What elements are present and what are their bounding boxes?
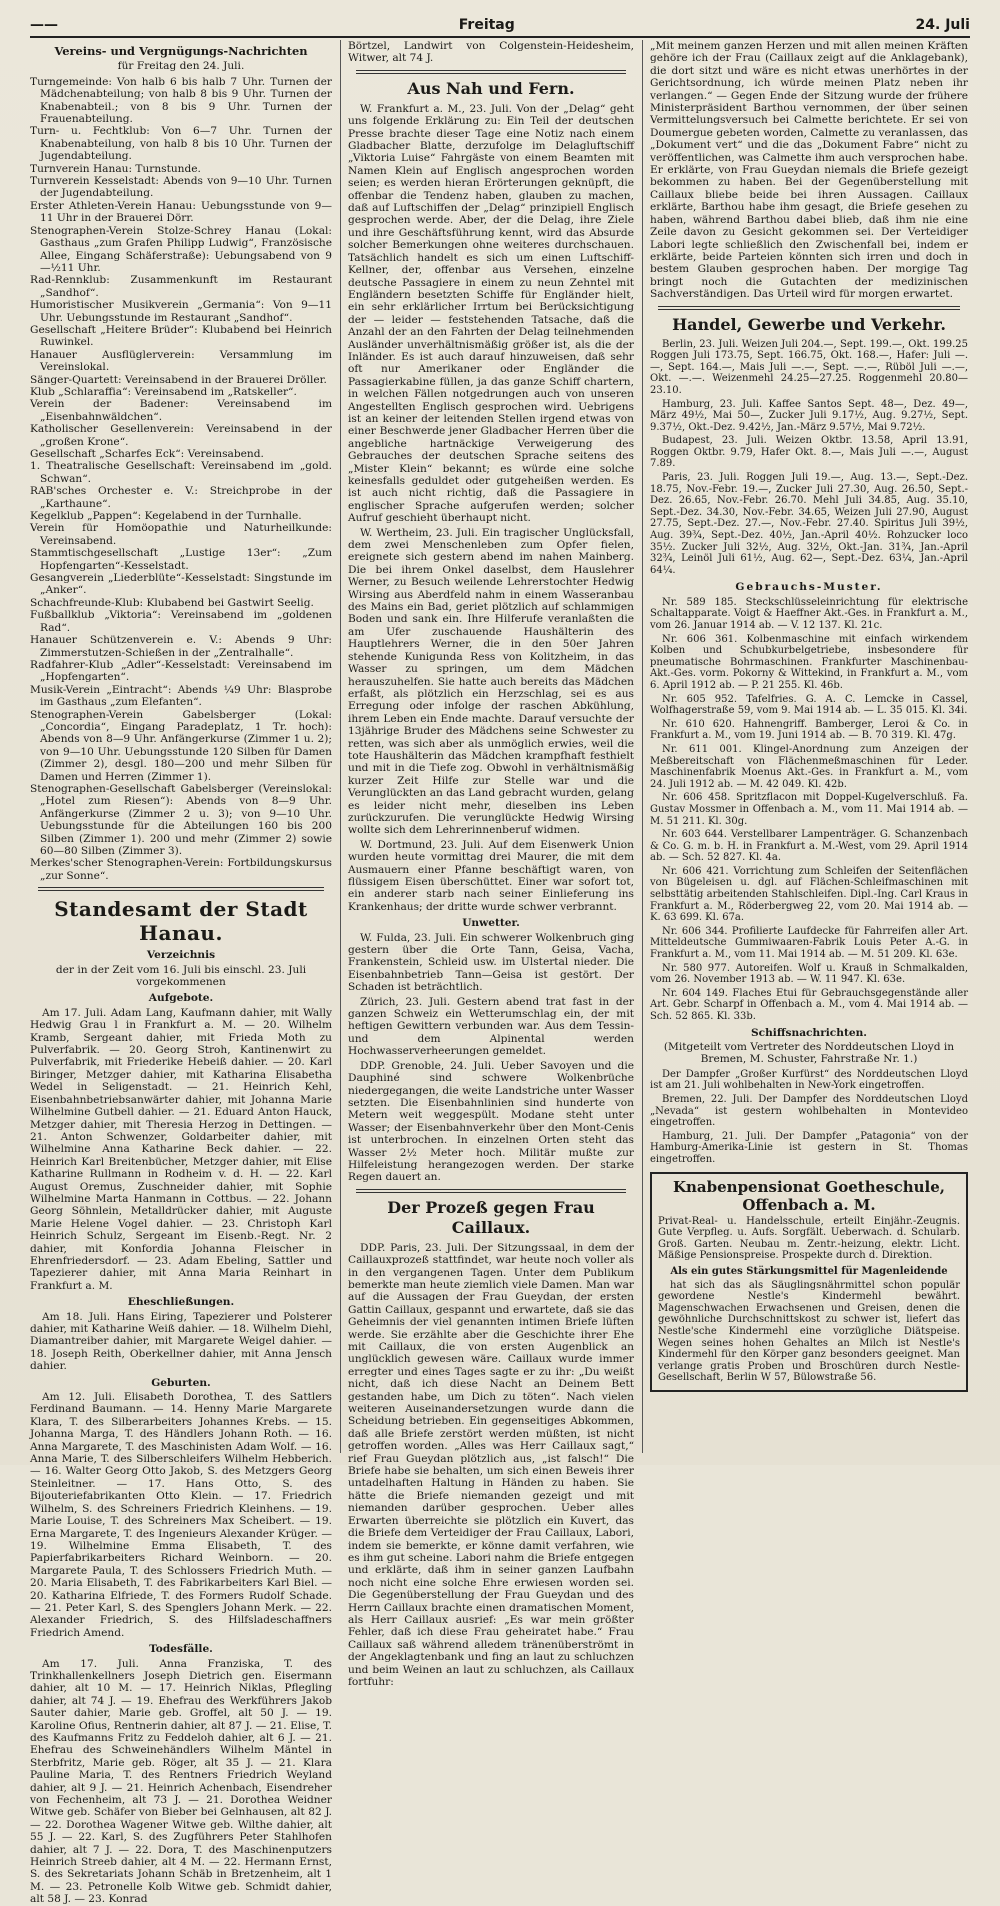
civil-registry-title: Standesamt der Stadt Hanau. xyxy=(54,897,308,946)
article-wertheim: W. Wertheim, 23. Juli. Ein tragischer Unglücksfall, dem zwei Menschenleben zum Opfer fielen, ereignete sich gestern abend im nahen Mainberg. Die bei ihrem Onkel daselbst, dem Hauslehrer Werner, zu Besuch weilende Lehrerstochter Hedwig Wirsing aus Aberdfeld nahm in einem Wasseranbau des Mains ein Bad, geriet plötzlich auf schlammigen Boden und sank ein. Ihre Hilferufe veranlaßten die am Ufer zuschauende Haushälterin des Hauptlehrers Werner, die in den 50er Jahren stehende Kunigunda Ress von Kolitzheim, in das Wasser zu springen, um dem Mädchen herauszuhelfen. Sie hatte auch bereits das Mädchen erfaßt, als plötzlich ein Herzschlag, sei es aus Erregung oder infolge der raschen Abkühlung, ihrem Leben ein Ende machte. Darauf versuchte der 13jährige Bruder des Mädchens seine Schwester zu retten, was sich aber als unmöglich erwies, weil die tote Haushälterin das Mädchen krampfhaft festhielt und mit in die Tiefe zog. Obwohl in verhältnismäßig kurzer Zeit Hilfe zur Stelle war und die Verunglückten an das Land gebracht wurden, gelang es leider nicht mehr, dieselben ins Leben zurückzurufen. Die verunglückte Hedwig Wirsing wollte sich dem Lehrerinnenberuf widmen. xyxy=(348,526,634,837)
obituary-continuation: Börtzel, Landwirt von Colgenstein-Heidesheim, Witwer, alt 74 J. xyxy=(348,40,634,65)
patent-entry: Nr. 580 977. Autoreifen. Wolf u. Krauß in Schmalkalden, vom 26. November 1913 ab. — W. 11 947. Kl. 63e. xyxy=(650,962,968,986)
club-entry: Rad-Rennklub: Zusammenkunft im Restaurant „Sandhof“. xyxy=(30,274,332,299)
running-header xyxy=(30,14,970,38)
patent-entry: Nr. 606 344. Profilierte Laufdecke für Fahrreifen aller Art. Mitteldeutsche Gummiwaaren-Fabrik Louis Peter A.-G. in Frankfurt a. M., vom 11. Mai 1914 ab. — M. 51 209. Kl. 63e. xyxy=(650,925,968,961)
patent-entry: Nr. 606 458. Spritzflacon mit Doppel-Kugelverschluß. Fa. Gustav Mossmer in Offenbach a. M., vom 11. Mai 1914 ab. — M. 51 211. Kl. 30g. xyxy=(650,792,968,827)
market-report: Paris, 23. Juli. Roggen Juli 19.—, Aug. 13.—, Sept.-Dez. 18.75, Nov.-Febr. 19.—, Zucker Juli 27.30, Aug. 26.50, Sept.-Dez. 26.65, Nov.-Febr. 26.70. Mehl Juli 34.85, Aug. 35.10, Sept.-Dez. 34.30, Nov.-Febr. 34.65, Weizen Juli 27.90, August 27.75, Sept.-Dez. 27.—, Nov.-Febr. 27.40. Spiritus Juli 39½, Aug. 39¾, Sept.-Dez. 40½, Jan.-April 40½. Rohzucker loco 35½. Zucker Juli 32½, Aug. 32½, Okt.-Jan. 31¾, Jan.-April 32¾, Leinöl Juli 61½, Aug. 62—, Sept.-Dez. 63¼, Jan.-April 64¼. xyxy=(650,472,968,576)
club-entry: Verein der Badener: Vereinsabend im „Eisenbahnwäldchen“. xyxy=(30,398,332,423)
club-entry: RAB'sches Orchester e. V.: Streichprobe in der „Karthaune“. xyxy=(30,485,332,510)
aufgebote-text: Am 17. Juli. Adam Lang, Kaufmann dahier, mit Wally Hedwig Grau l in Frankfurt a. M. — 20. Wilhelm Kramb, Sergeant dahier, mit Frieda Moth zu Pulverfabrik. — 20. Georg Stroh, Kantinenwirt zu Pulverfabrik, mit Friederike Hebeiß dahier. — 20. Karl Biringer, Metzger dahier, mit Katharina Elisabetha Wedel in Seligenstadt. — 21. Heinrich Kehl, Eisenbahnbetriebsanwärter dahier, mit Johanna Marie Wilhelmine Gutbell dahier. — 21. Eduard Anton Hauck, Metzger dahier, mit Theresia Herzog in Dettingen. — 21. Anton Schwenzer, Goldarbeiter dahier, mit Wilhelmine Anna Katharine Beck dahier. — 22. Heinrich Karl Breitenbücher, Metzger dahier, mit Elise Katharine Rullmann in Rodheim v. d. H. — 22. Karl August Oremus, Zuschneider dahier, mit Sophie Wilhelmine Marta Hanmann in Cottbus. — 22. Johann Georg Söhnlein, Metalldrücker dahier, mit Auguste Marie Helene Vogel dahier. — 23. Christoph Karl Heinrich Schulz, Sergeant im Eisenb.-Regt. Nr. 2 dahier, mit Konfordia Johanna Fleischer in Ehrenfriedersdorf. — 23. Adam Ebeling, Sattler und Tapezierer dahier, mit Anna Maria Reinhart in Frankfurt a. M. xyxy=(30,1006,332,1292)
club-entry: Gesangverein „Liederblüte“-Kesselstadt: Singstunde im „Anker“. xyxy=(30,572,332,597)
ad-text: Privat-Real- u. Handelsschule, erteilt Einjähr.-Zeugnis. Gute Verpfleg. u. Aufs. Sorgfält. Ueberwach. d. Schularb. Groß. Garten. Neubau m. Zentr.-heizung, elektr. Licht. Mäßige Pensionspreise. Prospekte durch d. Direktion. xyxy=(658,1215,960,1262)
clubs-title: Vereins- und Vergnügungs-Nachrichten xyxy=(54,44,308,58)
column-rule-2 xyxy=(642,40,643,1453)
club-entry: Musik-Verein „Eintracht“: Abends ¼9 Uhr: Blasprobe im Gasthaus „zum Elefanten“. xyxy=(30,683,332,709)
club-entry: Turnverein Kesselstadt: Abends von 9—10 Uhr. Turnen der Jugendabteilung. xyxy=(30,175,332,200)
club-entry: Stenographen-Gesellschaft Gabelsberger (Vereinslokal: „Hotel zum Riesen“): Abends von 8—9 Uhr. Anfängerkurse (Zimmer 2 u. 3); von 9—10 Uhr. Uebungsstunde für die Abteilungen 160 bis 200 Silben (Zimmer 1). 200 und mehr (Zimmer 2) sowie 60—80 Silben (Zimmer 3). xyxy=(30,782,332,857)
todesfaelle-heading: Todesfälle. xyxy=(149,1643,213,1656)
section-divider xyxy=(356,70,626,74)
patent-entry: Nr. 605 952. Tafelfries. G. A. C. Lemcke in Cassel, Wolfhagerstraße 59, vom 9. Mai 1914 ab. — L. 35 015. Kl. 34i. xyxy=(650,693,968,717)
shipping-entry: Der Dampfer „Großer Kurfürst“ des Norddeutschen Lloyd ist am 21. Juli wohlbehalten in New-York eingetroffen. xyxy=(650,1068,968,1092)
patent-entry: Nr. 604 149. Flaches Etui für Gebrauchsgegenstände aller Art. Gebr. Scharpf in Offenbach a. M., vom 4. Mai 1914 ab. — Sch. 52 865. Kl. 33b. xyxy=(650,987,968,1022)
article-grenoble: DDP. Grenoble, 24. Juli. Ueber Savoyen und die Dauphiné sind schwere Wolkenbrüche niedergegangen, die weite Landstriche unter Wasser setzten. Die Eisenbahnlinien sind hunderte von Metern weit weggespült. Modane steht unter Wasser; der Eisenbahnverkehr über den Mont-Cenis ist unterbrochen. In einzelnen Orten steht das Wasser 2½ Meter hoch. Militär mußte zur Hilfeleistung herangezogen werden. Der starke Regen dauert an. xyxy=(348,1059,634,1184)
section-divider xyxy=(658,306,960,310)
patent-entry: Nr. 589 185. Steckschlüsseleinrichtung für elektrische Schaltapparate. Voigt & Haeffner Akt.-Ges. in Frankfurt a. M., vom 26. Januar 1914 ab. — V. 12 137. Kl. 21c. xyxy=(650,596,968,631)
club-entry: Verein für Homöopathie und Naturheilkunde: Vereinsabend. xyxy=(30,522,332,547)
club-entry: Humoristischer Musikverein „Germania“: Von 9—11 Uhr. Uebungsstunde im Restaurant „Sandhof“. xyxy=(30,299,332,324)
ad2-text: hat sich das als Säuglingsnährmittel schon populär gewordene Nestle's Kindermehl bewährt. Magenschwachen Erwachsenen und Greisen, denen die gewöhnliche Durchschnittskost zu schwer ist, liefert das Nestle'sche Kindermehl eine vorzügliche Diätspeise. Wegen seines hohen Gehaltes an Milch ist Nestle's Kindermehl für den Körper ganz besonders geeignet. Man verlange gratis Proben und Broschüren durch Nestle-Gesellschaft, Berlin W 57, Bülowstraße 56. xyxy=(658,1279,960,1384)
article-fulda: W. Fulda, 23. Juli. Ein schwerer Wolkenbruch ging gestern über die Orte Tann, Geisa, Vacha, Frankenstein, Schleid usw. im Ulstertal nieder. Die Eisenbahnbetrieb Tann—Geisa ist gestört. Der Schaden ist beträchtlich. xyxy=(348,931,634,994)
club-entry: Katholischer Gesellenverein: Vereinsabend in der „großen Krone“. xyxy=(30,423,332,448)
article-dortmund: W. Dortmund, 23. Juli. Auf dem Eisenwerk Union wurden heute vormittag drei Maurer, die mit dem Ausmauern einer Pfanne beschäftigt waren, von flüssigem Eisen überschüttet. Einer war sofort tot, ein anderer starb nach seiner Einlieferung ins Krankenhaus; der dritte wurde schwer verbrannt. xyxy=(348,838,634,913)
aufgebote-heading: Aufgebote. xyxy=(148,992,214,1005)
club-entry: Turn- u. Fechtklub: Von 6—7 Uhr. Turnen der Knabenabteilung, von halb 8 bis 10 Uhr. Turnen der Jugendabteilung. xyxy=(30,125,332,163)
civil-registry-subtitle: Verzeichnis xyxy=(146,949,216,962)
market-report: Budapest, 23. Juli. Weizen Oktbr. 13.58, April 13.91, Roggen Oktbr. 9.79, Hafer Okt. 8.—, Mais Juli —.—, August 7.89. xyxy=(650,435,968,470)
market-report: Berlin, 23. Juli. Weizen Juli 204.—, Sept. 199.—, Okt. 199.25 Roggen Juli 173.75, Sept. 166.75, Okt. 168.—, Hafer: Juli —.—, Sept. 164.—, Mais Juli —.—, Sept. —.—, Rüböl Juli —.—, Okt. —.—. Weizenmehl 24.25—27.25. Roggenmehl 20.80—23.10. xyxy=(650,338,968,396)
section-divider xyxy=(356,1189,626,1193)
shipping-entry: Hamburg, 21. Juli. Der Dampfer „Patagonia“ von der Hamburg-Amerika-Linie ist gestern in St. Thomas eingetroffen. xyxy=(650,1130,968,1165)
club-entry: Stammtischgesellschaft „Lustige 13er“: „Zum Hopfengarten“-Kesselstadt. xyxy=(30,547,332,572)
club-entry: Radfahrer-Klub „Adler“-Kesselstadt: Vereinsabend im „Hopfengarten“. xyxy=(30,658,332,684)
club-entry: Hanauer Ausflüglerverein: Versammlung im Vereinslokal. xyxy=(30,348,332,374)
patent-entry: Nr. 606 421. Vorrichtung zum Schleifen der Seitenflächen von Bügeleisen u. dgl. auf Flächen-Schleifmaschinen mit selbsttätig arbeitenden Stahlschleifen. Dipl.-Ing. Carl Kraus in Frankfurt a. M., Röderbergweg 22, vom 20. Mai 1914 ab. — K. 63 699. Kl. 67a. xyxy=(650,865,968,924)
club-entry: Stenographen-Verein Stolze-Schrey Hanau (Lokal: Gasthaus „zum Grafen Philipp Ludwig“, Französische Allee, Eingang Schäferstraße): Uebungsabend von 9—½11 Uhr. xyxy=(30,224,332,274)
column-1 xyxy=(30,40,332,1906)
club-entry: Fußballklub „Viktoria“: Vereinsabend im „goldenen Rad“. xyxy=(30,609,332,634)
clubs-list xyxy=(30,76,332,882)
caillaux-continuation: „Mit meinem ganzen Herzen und mit allen meinen Kräften gehöre ich der Frau (Caillaux zeigt auf die Anklagebank), die dort sitzt und wäre es nicht etwas unerhörtes in der Gerichtsordnung, ich würde meinen Platz neben ihr verlangen.“ — Gegen Ende der Sitzung wurde der frühere Ministerpräsident Barthou vernommen, der über seinen Vermittelungsversuch bei Calmette berichtete. Er sei von Doumergue gebeten worden, Calmette zu veranlassen, das „Dokument vert“ und die das „Dokument Fabre“ nicht zu veröffentlichen, was Calmette ihm auch versprochen habe. Er erklärte, von Frau Gueydan niemals die Briefe gezeigt bekommen zu haben. Bei der Gegenüberstellung mit Caillaux bliebe beide bei ihren Aussagen. Caillaux erklärte, Barthou habe ihm gesagt, die Briefe gesehen zu haben, während Barthou dabei blieb, daß ihm nie eine Zeile davon zu Gesicht gekommen sei. Der Verteidiger Labori legte schließlich den Zwischenfall bei, indem er erklärte, beide Parteien könnten sich irren und doch in bestem Glauben gesprochen haben. Der morgige Tag bringt noch die Gutachten der medizinischen Sachverständigen. Das Urteil wird für morgen erwartet. xyxy=(650,40,968,301)
club-entry: Kegelklub „Pappen“: Kegelabend in der Turnhalle. xyxy=(30,510,302,523)
club-entry: Gesellschaft „Heitere Brüder“: Klubabend bei Heinrich Ruwinkel. xyxy=(30,323,332,349)
patent-entry: Nr. 606 361. Kolbenmaschine mit einfach wirkendem Kolben und Schubkurbelgetriebe, insbesondere für pneumatische Bohrmaschinen. Frankfurter Maschinenbau-Akt.-Ges. vorm. Pokorny & Wittekind, in Frankfurt a. M., vom 6. April 1912 ab. — P. 21 255. Kl. 46b. xyxy=(650,633,968,691)
column-2 xyxy=(348,40,634,1688)
patent-entry: Nr. 611 001. Klingel-Anordnung zum Anzeigen der Meßbereitschaft von Flächenmeßmaschinen für Leder. Maschinenfabrik Moenus Akt.-Ges. in Frankfurt a. M., vom 24. Juli 1912 ab. — M. 42 049. Kl. 42b. xyxy=(650,743,968,790)
header-day: Freitag xyxy=(458,17,515,33)
ad2-title: Als ein gutes Stärkungsmittel für Magenleidende xyxy=(670,1265,948,1277)
shipping-note: (Mitgeteilt vom Vertreter des Norddeutschen Lloyd in Bremen, M. Schuster, Fahrstraße Nr. 1.) xyxy=(663,1041,955,1066)
club-entry: Merkes'scher Stenographen-Verein: Fortbildungskursus „zur Sonne“. xyxy=(30,857,332,882)
club-entry: Hanauer Schützenverein e. V.: Abends 9 Uhr: Zimmerstutzen-Schießen in der „Zentralhalle“. xyxy=(30,634,332,659)
club-entry: Erster Athleten-Verein Hanau: Uebungsstunde von 9—11 Uhr in der Brauerei Dörr. xyxy=(30,199,332,225)
header-date: 24. Juli xyxy=(915,17,970,33)
nah-und-fern-title: Aus Nah und Fern. xyxy=(407,78,575,98)
civil-registry-period: der in der Zeit vom 16. Juli bis einschl. 23. Juli vorgekommenen xyxy=(55,963,307,989)
club-entry: Klub „Schlaraffia“: Vereinsabend im „Ratskeller“. xyxy=(30,385,297,398)
club-entry: Gesellschaft „Scharfes Eck“: Vereinsabend. xyxy=(30,448,264,460)
shipping-heading: Schiffsnachrichten. xyxy=(751,1026,867,1039)
club-entry: Turnverein Hanau: Turnstunde. xyxy=(30,162,201,175)
article-zuerich: Zürich, 23. Juli. Gestern abend trat fast in der ganzen Schweiz ein Wetterumschlag ein, der mit heftigen Gewittern verbunden war. Aus dem Tessin- und dem Alpinental werden Hochwasserverheerungen gemeldet. xyxy=(348,995,634,1058)
club-entry: Schachfreunde-Klub: Klubabend bei Gastwirt Seelig. xyxy=(30,596,314,609)
section-divider xyxy=(38,887,324,891)
ad-title: Knabenpensionat Goetheschule, Offenbach a. M. xyxy=(672,1177,946,1214)
shipping-entry: Bremen, 22. Juli. Der Dampfer des Norddeutschen Lloyd „Nevada“ ist gestern wohlbehalten in Montevideo eingetroffen. xyxy=(650,1094,968,1129)
club-entry: 1. Theatralische Gesellschaft: Vereinsabend im „gold. Schwan“. xyxy=(30,460,332,485)
club-entry: Stenographen-Verein Gabelsberger (Lokal: „Concordia“, Eingang Paradeplatz, 1 Tr. hoch): Abends von 8—9 Uhr. Anfängerkurse (Zimmer 1 u. 2); von 9—10 Uhr. Uebungsstunde 120 Silben für Damen (Zimmer 2), desgl. 180—200 und mehr Silben für Damen und Herren (Zimmer 1). xyxy=(30,708,332,783)
club-entry: Sänger-Quartett: Vereinsabend in der Brauerei Dröller. xyxy=(30,373,327,386)
todesfaelle-text: Am 17. Juli. Anna Franziska, T. des Trinkhallenkellners Joseph Dietrich gen. Eisermann dahier, alt 10 M. — 17. Heinrich Niklas, Pflegling dahier, alt 74 J. — 19. Ehefrau des Werkführers Jakob Sauter dahier, Marie geb. Groffel, alt 50 J. — 19. Karoline Ofius, Rentnerin dahier, alt 87 J. — 21. Elise, T. des Kaufmanns Fritz zu Feddeloh dahier, alt 6 J. — 21. Ehefrau des Schweinehändlers Wilhelm Mäntel in Sterbfritz, Marie geb. Röger, alt 35 J. — 21. Klara Pauline Maria, T. des Rentners Friedrich Weyland dahier, alt 9 J. — 21. Heinrich Achenbach, Eisendreher von Fechenheim, alt 73 J. — 21. Dorothea Weidner Witwe geb. Schäfer von Bieber bei Gelnhausen, alt 82 J. — 22. Dorothea Wagener Witwe geb. Wilthe dahier, alt 55 J. — 22. Karl, S. des Zugführers Peter Stahlhofen dahier, alt 7 J. — 22. Dora, T. des Maschinenputzers Heinrich Streeb dahier, alt 4 M. — 22. Hermann Ernst, S. des Sekretariats Johann Schäb in Bretzenheim, alt 1 M. — 23. Petronelle Kolb Witwe geb. Schmidt dahier, alt 58 J. — 23. Konrad xyxy=(30,1657,332,1906)
article-caillaux: DDP. Paris, 23. Juli. Der Sitzungssaal, in dem der Caillauxprozeß stattfindet, war heute noch voller als in den vergangenen Tagen. Unter dem Publikum bemerkte man heute ziemlich viele Damen. Man war auf die Aussagen der Frau Gueydan, der ersten Gattin Caillaux, gespannt und erwartete, daß sie das Geheimnis der viel genannten intimen Briefe lüften werde. Sie erzählte aber die Geschichte ihrer Ehe mit Caillaux, die von ersten Augenblick an unglücklich gewesen wäre. Caillaux wurde immer erregter und eines Tages sagte er zu ihr: „Du weißt nicht, daß ich diese Nacht an Deinem Bett gestanden habe, um Dich zu töten“. Nach vielen weiteren Auseinandersetzungen wurde dann die Scheidung betrieben. Ein gegenseitiges Abkommen, daß alle Briefe zerstört werden müßten, ist nicht getroffen worden. „Alles was Herr Caillaux sagt,“ rief Frau Gueydan plötzlich aus, „ist falsch!“ Die Briefe habe sie behalten, um sich einen Beweis ihrer untadelhaften Haltung in Händen zu haben. Sie hätte die Briefe niemanden gezeigt und mit niemanden darüber gesprochen. Ueber alles Erwarten überreichte sie plötzlich ein Kuvert, das die Briefe dem Verteidiger der Frau Caillaux, Labori, indem sie bemerkte, er könne damit verfahren, wie es ihm gut scheine. Labori nahm die Briefe entgegen und erklärte, daß ihm in seiner ganzen Laufbahn noch nicht eine solche Ehre erwiesen worden sei. Die Gegenüberstellung der Frau Gueydan und des Herrn Caillaux brachte einen dramatischen Moment, als Herr Caillaux ausrief: „Es war mein größter Fehler, daß ich diese Frau geheiratet habe.“ Frau Caillaux saß während alledem tränenüberströmt in der Angeklagtenbank und fing an laut zu schluchzen und beim Weinen an laut zu schluchzen, als Caillaux fortfuhr: xyxy=(348,1241,634,1688)
eheschliessungen-heading: Eheschließungen. xyxy=(127,1296,235,1309)
unwetter-heading: Unwetter. xyxy=(462,917,520,930)
header-left-mark: —— xyxy=(30,17,58,33)
eheschliessungen-text: Am 18. Juli. Hans Eiring, Tapezierer und Polsterer dahier, mit Katharine Weiß dahier. — 18. Wilhelm Diehl, Diamantreiber dahier, mit Margarete Weigel dahier. — 18. Joseph Reith, Oberkellner dahier, mit Anna Jensch dahier. xyxy=(30,1310,332,1373)
patent-entry: Nr. 610 620. Hahnengriff. Bamberger, Leroi & Co. in Frankfurt a. M., vom 19. Juni 1914 ab. — B. 70 319. Kl. 47g. xyxy=(650,718,968,742)
caillaux-title: Der Prozeß gegen Frau Caillaux. xyxy=(387,1197,595,1237)
column-rule-1 xyxy=(340,40,341,1453)
advertisement-goetheschule xyxy=(650,1172,968,1392)
column-3 xyxy=(650,40,968,1453)
gebrauchsmuster-heading: Gebrauchs-Muster. xyxy=(735,581,883,594)
handel-title: Handel, Gewerbe und Verkehr. xyxy=(672,314,946,334)
geburten-heading: Geburten. xyxy=(151,1376,211,1389)
article-frankfurt: W. Frankfurt a. M., 23. Juli. Von der „Delag“ geht uns folgende Erklärung zu: Ein Teil der deutschen Presse brachte dieser Tage eine Notiz nach einem Gladbacher Blatte, derzufolge im Delagluftschiff „Viktoria Luise“ Fahrgäste von einem Beamten mit Namen Klein auf Englisch angesprochen worden seien; es werden hieran Erörterungen geknüpft, die offenbar die Tendenz haben, glauben zu machen, daß auf Luftschiffen der „Delag“ prinzipiell Englisch gesprochen werde. Aber, der die Delag, ihre Ziele und ihre Geschäftsführung kennt, wird das Absurde solcher Bemerkungen ohne weiteres durchschauen. Tatsächlich handelt es sich um einen Luftschiff-Kellner, der, offenbar aus Versehen, einzelne deutsche Passagiere in einem zu neun Zehntel mit Engländern besetzten Schiffe für Engländer hielt, ein sehr erklärlicher Irrtum bei Berücksichtigung der — leider — feststehenden Tatsache, daß die Anzahl der an den Fahrten der Delag teilnehmenden Ausländer unverhältnismäßig größer ist, als die der Inländer. Es ist auch darauf hinzuweisen, daß sehr oft nur Amerikaner oder Engländer die Passagierkabine füllen, ja das ganze Schiff chartern, in welchen Fällen notgedrungen auch von unseren Angestellten Englisch gesprochen wird. Uebrigens ist an keiner der leitenden Stellen irgend etwas von einer Beschwerde jener Gladbacher Herren über die angebliche hartnäckige Verweigerung des Gebrauches der deutschen Sprache seitens des „Mister Klein“ bekannt; es würde eine solche keinesfalls geduldet oder gutgeheißen werden. Es ist auch nicht richtig, daß die Passagiere in englischer Sprache aufgerufen werden; solcher Aufruf geschieht überhaupt nicht. xyxy=(348,102,634,525)
clubs-subtitle: für Freitag den 24. Juli. xyxy=(117,60,245,73)
patent-entry: Nr. 603 644. Verstellbarer Lampenträger. G. Schanzenbach & Co. G. m. b. H. in Frankfurt a. M.-West, vom 29. April 1914 ab. — Sch. 52 827. Kl. 4a. xyxy=(650,829,968,864)
geburten-text: Am 12. Juli. Elisabeth Dorothea, T. des Sattlers Ferdinand Baumann. — 14. Henny Marie Margarete Klara, T. des Silberarbeiters Johannes Krebs. — 15. Johanna Marga, T. des Händlers Johann Roth. — 16. Anna Margarete, T. des Maschinisten Adam Wolf. — 16. Anna Marie, T. des Silberschleifers Wilhelm Hebberich. — 16. Walter Georg Otto Jakob, S. des Metzgers Georg Steinleitner. — 17. Hans Otto, S. des Bijouteriefabrikanten Otto Klein. — 17. Friedrich Wilhelm, S. des Schreiners Friedrich Kleinhens. — 19. Marie Louise, T. des Schreiners Max Scheibert. — 19. Erna Margarete, T. des Ingenieurs Alexander Krüger. — 19. Wilhelmine Emma Elisabeth, T. des Papierfabrikarbeiters Richard Weinborn. — 20. Margarete Paula, T. des Schlossers Friedrich Muth. — 20. Maria Elisabeth, T. des Fabrikarbeiters Karl Biel. — 20. Katharina Elfriede, T. des Formers Rudolf Schade. — 21. Peter Karl, S. des Spenglers Johann Merk. — 22. Alexander Friedrich, S. des Hilfsladeschaffners Friedrich Amend. xyxy=(30,1391,332,1639)
market-report: Hamburg, 23. Juli. Kaffee Santos Sept. 48—, Dez. 49—, März 49½, Mai 50—, Zucker Juli 9.17½, Aug. 9.27½, Sept. 9.37½, Okt.-Dez. 9.42½, Jan.-März 9.57½, Mai 9.72½. xyxy=(650,398,968,433)
club-entry: Turngemeinde: Von halb 6 bis halb 7 Uhr. Turnen der Mädchenabteilung; von halb 8 bis 9 Uhr. Turnen der Knabenabteil.; von 8 bis 9 Uhr. Turnen der Frauenabteilung. xyxy=(30,75,332,126)
